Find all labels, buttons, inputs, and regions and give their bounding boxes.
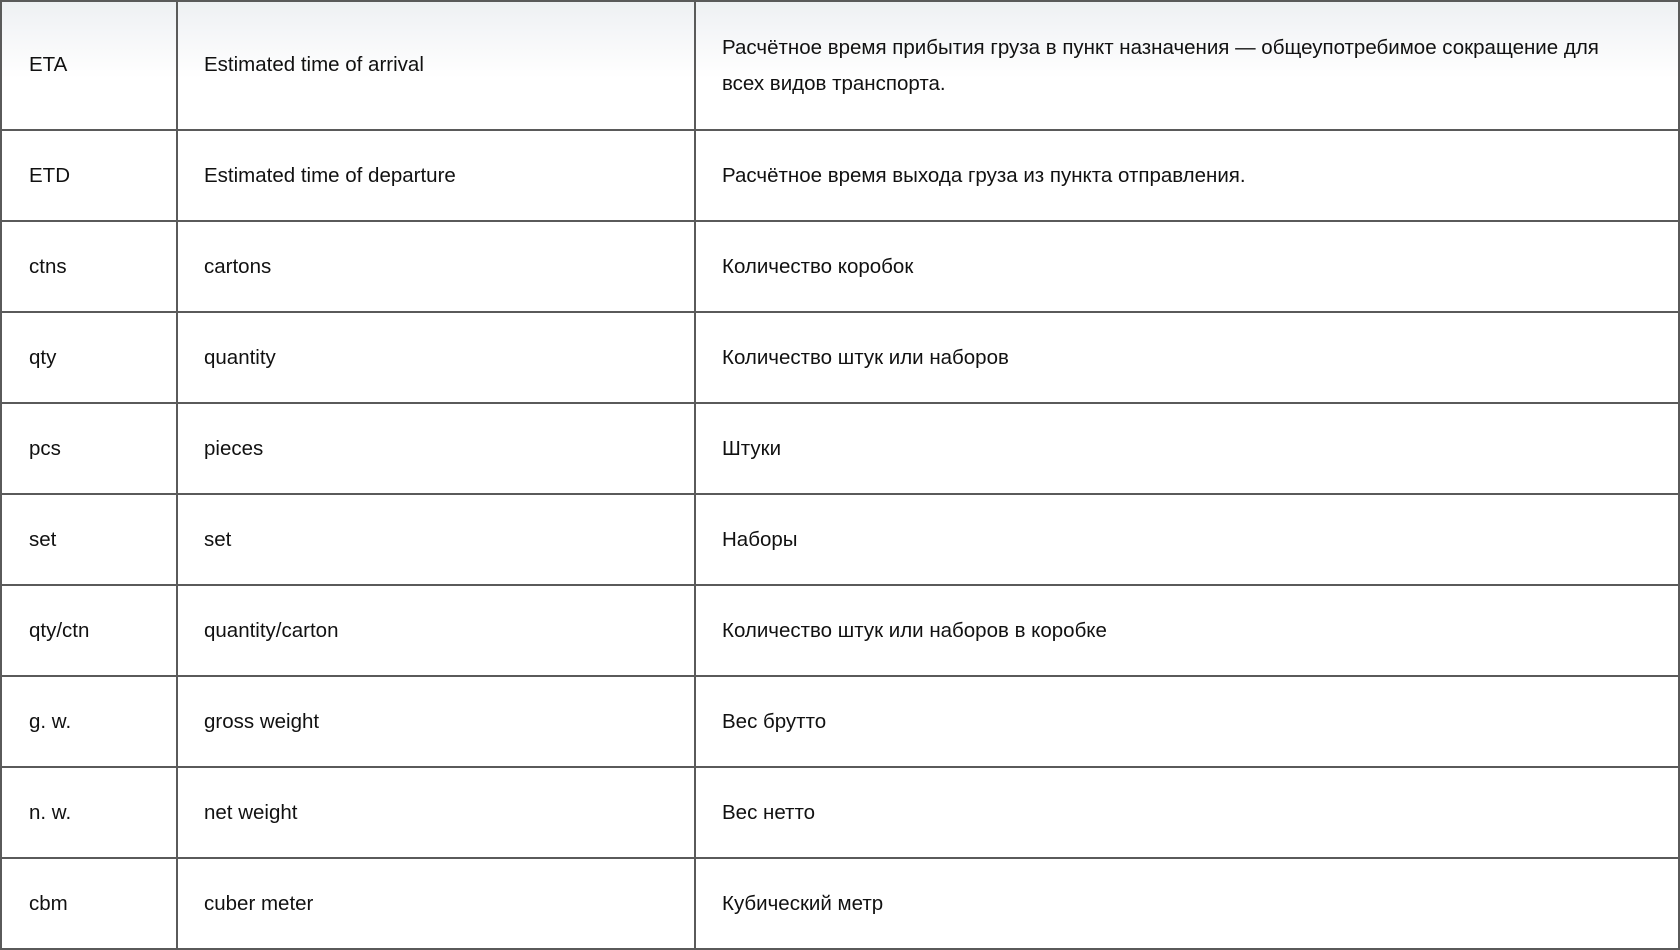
abbreviation-cell: set — [1, 494, 177, 585]
russian-description-cell: Кубический метр — [695, 858, 1679, 949]
english-term-cell: Estimated time of arrival — [177, 1, 695, 130]
table-row — [1, 403, 1679, 494]
english-term-cell: set — [177, 494, 695, 585]
english-term-cell: cartons — [177, 221, 695, 312]
russian-description-cell: Количество штук или наборов в коробке — [695, 585, 1679, 676]
russian-description-cell: Расчётное время прибытия груза в пункт назначения — общеупотребимое сокращение для всех видов транспорта. — [695, 1, 1679, 130]
table-row — [1, 767, 1679, 858]
abbreviation-cell: g. w. — [1, 676, 177, 767]
english-term-cell: cuber meter — [177, 858, 695, 949]
english-term-cell: net weight — [177, 767, 695, 858]
abbreviation-cell: n. w. — [1, 767, 177, 858]
table-row — [1, 1, 1679, 130]
abbreviation-cell: ETD — [1, 130, 177, 221]
table-row — [1, 858, 1679, 949]
abbreviation-cell: cbm — [1, 858, 177, 949]
english-term-cell: pieces — [177, 403, 695, 494]
table-row — [1, 221, 1679, 312]
english-term-cell: quantity/carton — [177, 585, 695, 676]
russian-description-cell: Вес нетто — [695, 767, 1679, 858]
russian-description-cell: Расчётное время выхода груза из пункта отправления. — [695, 130, 1679, 221]
table-row — [1, 585, 1679, 676]
abbreviation-cell: qty — [1, 312, 177, 403]
russian-description-cell: Количество коробок — [695, 221, 1679, 312]
table-row — [1, 130, 1679, 221]
russian-description-cell: Наборы — [695, 494, 1679, 585]
abbreviation-cell: ETA — [1, 1, 177, 130]
table-row — [1, 676, 1679, 767]
table-row — [1, 312, 1679, 403]
english-term-cell: quantity — [177, 312, 695, 403]
russian-description-cell: Количество штук или наборов — [695, 312, 1679, 403]
english-term-cell: Estimated time of departure — [177, 130, 695, 221]
abbreviation-cell: ctns — [1, 221, 177, 312]
table-row — [1, 494, 1679, 585]
russian-description-cell: Штуки — [695, 403, 1679, 494]
abbreviation-cell: qty/ctn — [1, 585, 177, 676]
russian-description-cell: Вес брутто — [695, 676, 1679, 767]
abbreviation-cell: pcs — [1, 403, 177, 494]
english-term-cell: gross weight — [177, 676, 695, 767]
